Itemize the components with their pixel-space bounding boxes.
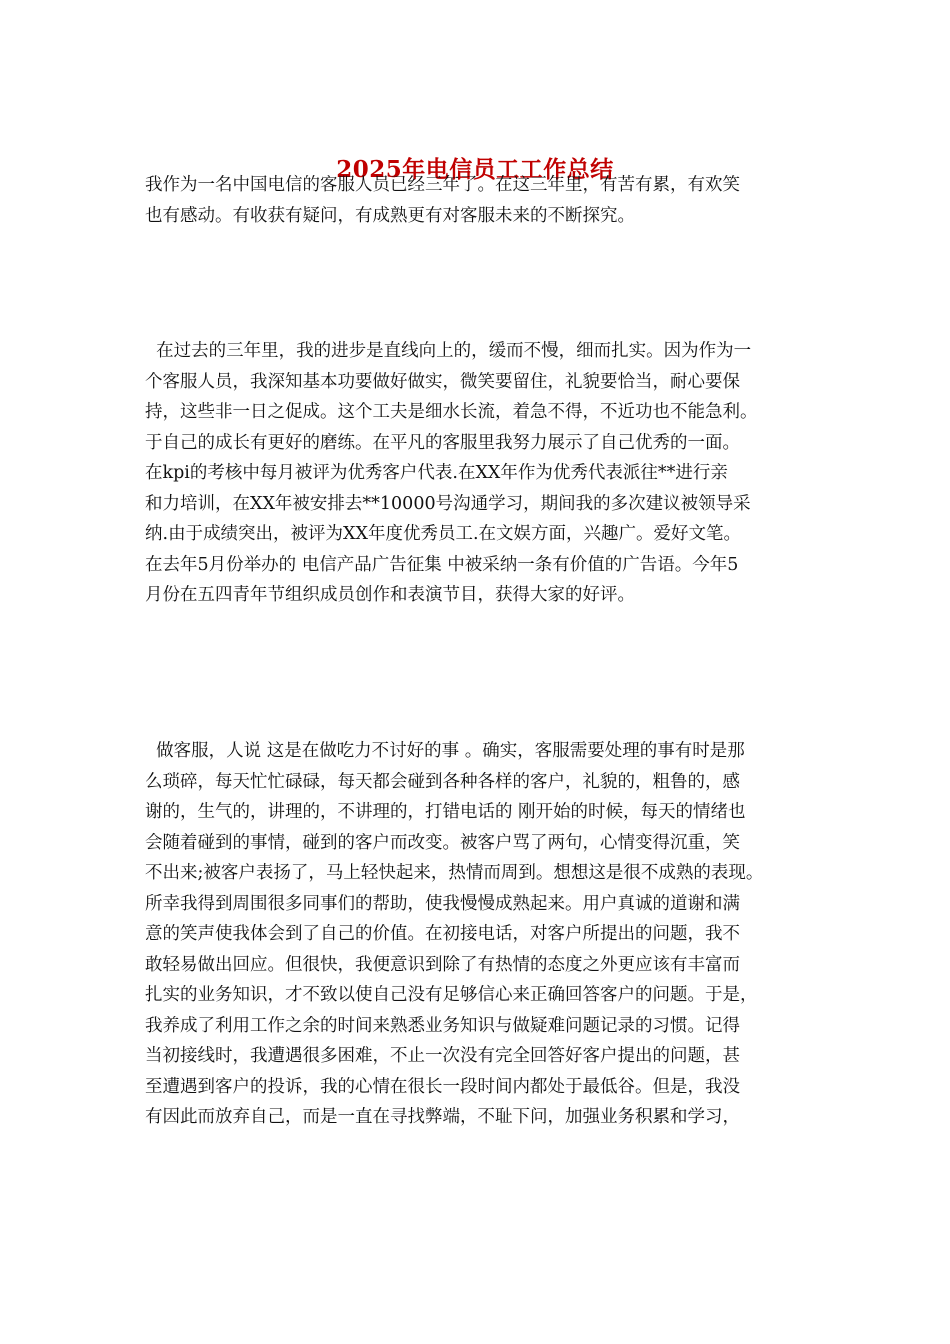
paragraph-line: 所幸我得到周围很多同事们的帮助，使我慢慢成熟起来。用户真诚的道谢和满 bbox=[145, 893, 740, 914]
paragraph-line: 也有感动。有收获有疑问，有成熟更有对客服未来的不断探究。 bbox=[145, 205, 635, 226]
paragraph-line: 敢轻易做出回应。但很快，我便意识到除了有热情的态度之外更应该有丰富而 bbox=[145, 954, 740, 975]
paragraph-line: 扎实的业务知识，才不致以使自己没有足够信心来正确回答客户的问题。于是， bbox=[145, 985, 758, 1005]
paragraph-line: 我养成了利用工作之余的时间来熟悉业务知识与做疑难问题记录的习惯。记得 bbox=[145, 1015, 740, 1036]
paragraph-line: 意的笑声使我体会到了自己的价值。在初接电话，对客户所提出的问题，我不 bbox=[145, 924, 740, 944]
paragraph-line: 在kpi的考核中每月被评为优秀客户代表.在XX年作为优秀代表派往**进行亲 bbox=[145, 463, 728, 483]
paragraph-line: 和力培训，在XX年被安排去**10000号沟通学习，期间我的多次建议被领导采 bbox=[145, 493, 751, 514]
paragraph-line: 于自己的成长有更好的磨练。在平凡的客服里我努力展示了自己优秀的一面。 bbox=[145, 432, 740, 453]
paragraph-3 bbox=[145, 736, 820, 1133]
paragraph-line: 纳.由于成绩突出，被评为XX年度优秀员工.在文娱方面，兴趣广。爱好文笔。 bbox=[145, 524, 742, 544]
paragraph-line: 月份在五四青年节组织成员创作和表演节目，获得大家的好评。 bbox=[145, 585, 635, 605]
paragraph-line: 在去年5月份举办的 电信产品广告征集 中被采纳一条有价值的广告语。今年5 bbox=[145, 554, 739, 575]
paragraph-1 bbox=[145, 170, 820, 231]
paragraph-line: 至遭遇到客户的投诉，我的心情在很长一段时间内都处于最低谷。但是，我没 bbox=[145, 1076, 740, 1097]
paragraph-line: 持，这些非一日之促成。这个工夫是细水长流，着急不得，不近功也不能急利。 bbox=[145, 402, 758, 422]
paragraph-line: 谢的，生气的，讲理的，不讲理的，打错电话的 刚开始的时候，每天的情绪也 bbox=[145, 802, 746, 822]
paragraph-line: 做客服，人说 这是在做吃力不讨好的事 。确实，客服需要处理的事有时是那 bbox=[145, 741, 745, 761]
paragraph-line: 有因此而放弃自己，而是一直在寻找弊端，不耻下问，加强业务积累和学习， bbox=[145, 1107, 740, 1127]
paragraph-line: 不出来;被客户表扬了，马上轻快起来，热情而周到。想想这是很不成熟的表现。 bbox=[145, 863, 764, 883]
paragraph-2 bbox=[145, 336, 820, 611]
paragraph-line: 我作为一名中国电信的客服人员已经三年了。在这三年里，有苦有累，有欢笑 bbox=[145, 175, 740, 195]
paragraph-line: 当初接线时，我遭遇很多困难，不止一次没有完全回答好客户提出的问题，甚 bbox=[145, 1046, 740, 1066]
document-title: 2025年电信员工工作总结 bbox=[336, 156, 614, 183]
paragraph-line: 么琐碎，每天忙忙碌碌，每天都会碰到各种各样的客户，礼貌的，粗鲁的，感 bbox=[145, 771, 740, 792]
paragraph-line: 在过去的三年里，我的进步是直线向上的，缓而不慢，细而扎实。因为作为一 bbox=[145, 341, 752, 361]
paragraph-line: 会随着碰到的事情，碰到的客户而改变。被客户骂了两句，心情变得沉重，笑 bbox=[145, 832, 740, 853]
paragraph-line: 个客服人员，我深知基本功要做好做实，微笑要留住，礼貌要恰当，耐心要保 bbox=[145, 371, 740, 392]
